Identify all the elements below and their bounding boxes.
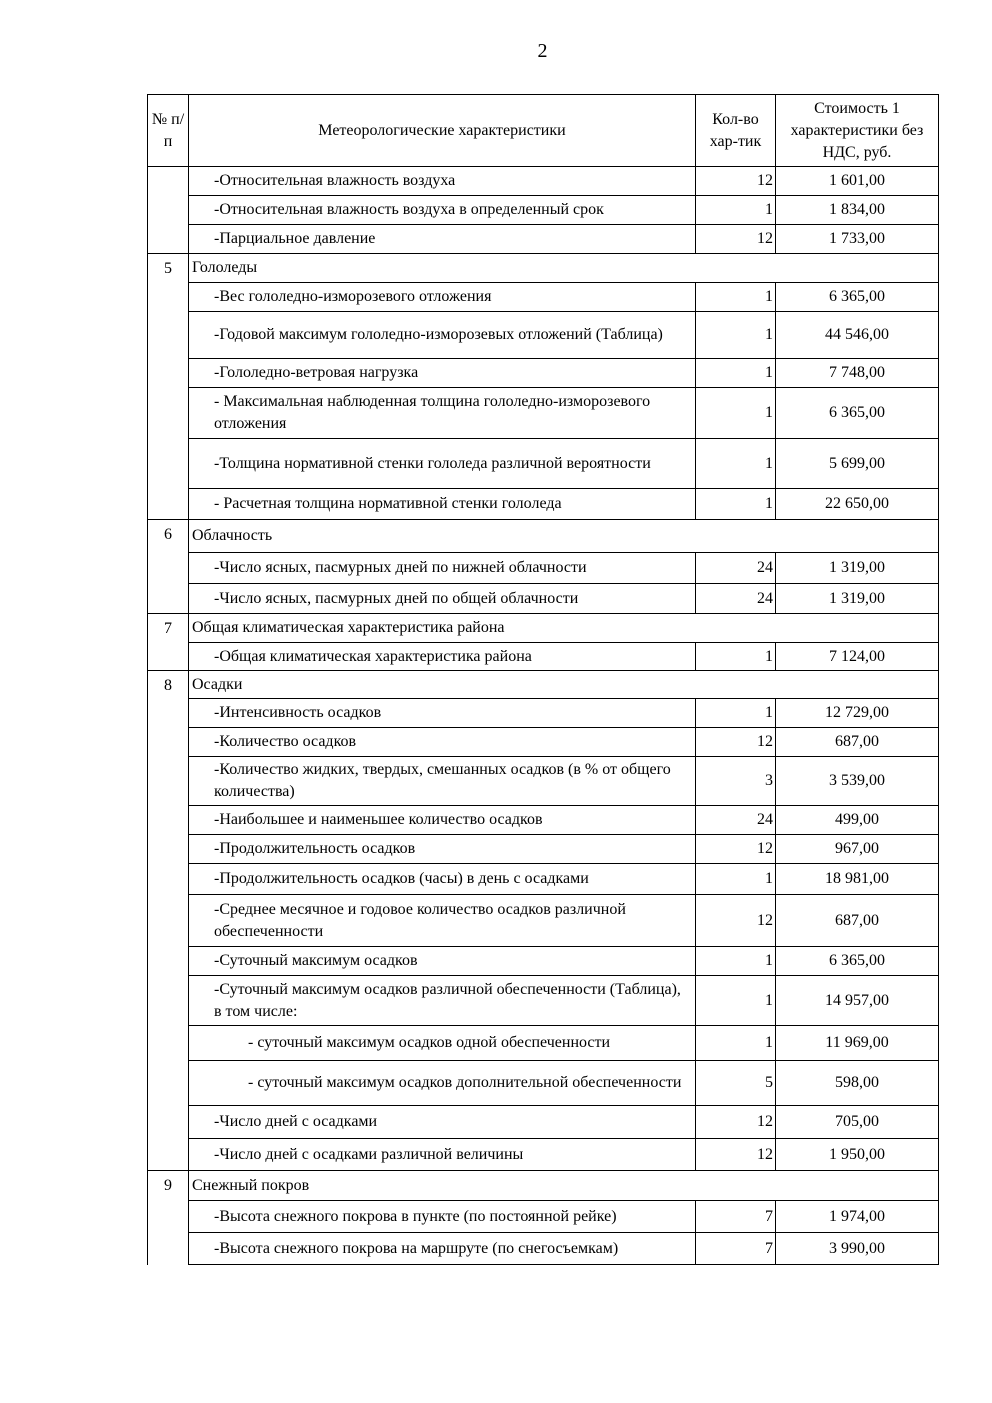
table-row [148, 167, 939, 196]
table-row [148, 489, 939, 520]
characteristic-cost: 687,00 [776, 895, 939, 947]
category-title: Общая климатическая характеристика района [189, 614, 939, 643]
characteristic-count: 1 [696, 1026, 776, 1061]
table-row [148, 806, 939, 835]
characteristic-cost: 12 729,00 [776, 699, 939, 728]
characteristic-count: 1 [696, 359, 776, 388]
characteristic-count: 1 [696, 312, 776, 359]
section-number: 6 [148, 520, 189, 614]
table-row [148, 947, 939, 976]
table-row [148, 1139, 939, 1171]
table-row [148, 225, 939, 254]
characteristic-name: -Интенсивность осадков [189, 699, 696, 728]
characteristic-cost: 598,00 [776, 1061, 939, 1106]
header-num: № п/п [148, 95, 189, 167]
table-row [148, 1106, 939, 1139]
table-row [148, 1026, 939, 1061]
characteristic-cost: 1 950,00 [776, 1139, 939, 1171]
section-number: 7 [148, 614, 189, 671]
characteristic-name: -Вес гололедно-изморозевого отложения [189, 283, 696, 312]
category-title: Осадки [189, 671, 939, 699]
characteristic-cost: 5 699,00 [776, 439, 939, 489]
characteristic-count: 1 [696, 196, 776, 225]
characteristic-cost: 22 650,00 [776, 489, 939, 520]
characteristic-name: -Число дней с осадками [189, 1106, 696, 1139]
characteristic-cost: 6 365,00 [776, 947, 939, 976]
characteristic-name: -Продолжительность осадков [189, 835, 696, 864]
table-row [148, 1061, 939, 1106]
section-number: 9 [148, 1171, 189, 1265]
characteristic-count: 1 [696, 388, 776, 439]
table-body [148, 95, 939, 1265]
section-number: 8 [148, 671, 189, 1171]
category-row [148, 520, 939, 553]
characteristic-count: 12 [696, 225, 776, 254]
characteristic-cost: 18 981,00 [776, 864, 939, 895]
section-number [148, 167, 189, 254]
table-row [148, 196, 939, 225]
section-number: 5 [148, 254, 189, 520]
characteristic-count: 3 [696, 757, 776, 806]
characteristic-cost: 1 733,00 [776, 225, 939, 254]
characteristic-count: 1 [696, 947, 776, 976]
characteristic-count: 24 [696, 553, 776, 584]
characteristic-count: 1 [696, 439, 776, 489]
category-row [148, 671, 939, 699]
category-title: Гололеды [189, 254, 939, 283]
table-row [148, 864, 939, 895]
characteristic-cost: 967,00 [776, 835, 939, 864]
table-row [148, 757, 939, 806]
characteristic-count: 1 [696, 643, 776, 671]
characteristic-name: -Относительная влажность воздуха в определенный срок [189, 196, 696, 225]
characteristic-name: -Суточный максимум осадков различной обеспеченности (Таблица), в том числе: [189, 976, 696, 1026]
characteristic-name: -Толщина нормативной стенки гололеда различной вероятности [189, 439, 696, 489]
characteristic-name: -Парциальное давление [189, 225, 696, 254]
characteristic-name: -Высота снежного покрова на маршруте (по снегосъемкам) [189, 1233, 696, 1265]
category-row [148, 614, 939, 643]
characteristic-cost: 1 974,00 [776, 1201, 939, 1233]
category-row [148, 254, 939, 283]
characteristic-name: -Число дней с осадками различной величины [189, 1139, 696, 1171]
characteristic-name: -Число ясных, пасмурных дней по нижней облачности [189, 553, 696, 584]
characteristic-count: 7 [696, 1233, 776, 1265]
header-cost: Стоимость 1 характеристики без НДС, руб. [776, 95, 939, 167]
characteristic-cost: 1 601,00 [776, 167, 939, 196]
characteristic-cost: 14 957,00 [776, 976, 939, 1026]
characteristic-count: 12 [696, 1139, 776, 1171]
table-row [148, 699, 939, 728]
table-row [148, 439, 939, 489]
characteristic-cost: 3 990,00 [776, 1233, 939, 1265]
characteristic-cost: 3 539,00 [776, 757, 939, 806]
characteristic-name: -Годовой максимум гололедно-изморозевых отложений (Таблица) [189, 312, 696, 359]
characteristic-count: 12 [696, 1106, 776, 1139]
characteristic-cost: 44 546,00 [776, 312, 939, 359]
table-row [148, 312, 939, 359]
characteristic-count: 1 [696, 699, 776, 728]
characteristic-cost: 499,00 [776, 806, 939, 835]
characteristic-name: -Общая климатическая характеристика района [189, 643, 696, 671]
characteristic-name: -Количество жидких, твердых, смешанных осадков (в % от общего количества) [189, 757, 696, 806]
table-header-row [148, 95, 939, 167]
characteristic-name: -Гололедно-ветровая нагрузка [189, 359, 696, 388]
characteristic-cost: 6 365,00 [776, 388, 939, 439]
table-row [148, 584, 939, 614]
characteristic-name: -Количество осадков [189, 728, 696, 757]
characteristic-count: 7 [696, 1201, 776, 1233]
characteristic-name: -Высота снежного покрова в пункте (по постоянной рейке) [189, 1201, 696, 1233]
characteristic-count: 1 [696, 864, 776, 895]
header-name: Метеорологические характеристики [189, 95, 696, 167]
characteristic-count: 1 [696, 976, 776, 1026]
characteristic-cost: 7 124,00 [776, 643, 939, 671]
characteristic-cost: 1 834,00 [776, 196, 939, 225]
characteristic-cost: 705,00 [776, 1106, 939, 1139]
characteristic-cost: 1 319,00 [776, 553, 939, 584]
table-row [148, 553, 939, 584]
characteristic-count: 5 [696, 1061, 776, 1106]
characteristic-cost: 7 748,00 [776, 359, 939, 388]
table-row [148, 1233, 939, 1265]
table-row [148, 388, 939, 439]
characteristic-name: -Среднее месячное и годовое количество осадков различной обеспеченности [189, 895, 696, 947]
characteristic-name: - Максимальная наблюденная толщина гололедно-изморозевого отложения [189, 388, 696, 439]
characteristic-cost: 11 969,00 [776, 1026, 939, 1061]
characteristic-count: 12 [696, 895, 776, 947]
characteristic-count: 12 [696, 167, 776, 196]
table-row [148, 835, 939, 864]
characteristic-name: -Суточный максимум осадков [189, 947, 696, 976]
page-number: 2 [537, 40, 548, 62]
characteristic-name: -Относительная влажность воздуха [189, 167, 696, 196]
table-row [148, 1201, 939, 1233]
characteristic-name: - суточный максимум осадков дополнительной обеспеченности [189, 1061, 696, 1106]
characteristic-cost: 6 365,00 [776, 283, 939, 312]
table-row [148, 283, 939, 312]
table-row [148, 895, 939, 947]
characteristic-name: - суточный максимум осадков одной обеспеченности [189, 1026, 696, 1061]
characteristic-name: -Число ясных, пасмурных дней по общей облачности [189, 584, 696, 614]
header-count: Кол-во хар-тик [696, 95, 776, 167]
characteristic-count: 24 [696, 584, 776, 614]
table-row [148, 976, 939, 1026]
table-row [148, 728, 939, 757]
characteristic-name: -Продолжительность осадков (часы) в день с осадками [189, 864, 696, 895]
characteristic-count: 1 [696, 283, 776, 312]
characteristic-count: 24 [696, 806, 776, 835]
characteristic-count: 12 [696, 835, 776, 864]
price-table [147, 94, 939, 1265]
category-title: Облачность [189, 520, 939, 553]
category-title: Снежный покров [189, 1171, 939, 1201]
characteristic-cost: 687,00 [776, 728, 939, 757]
table-row [148, 359, 939, 388]
characteristic-count: 12 [696, 728, 776, 757]
table-row [148, 643, 939, 671]
characteristic-name: -Наибольшее и наименьшее количество осадков [189, 806, 696, 835]
category-row [148, 1171, 939, 1201]
characteristic-count: 1 [696, 489, 776, 520]
characteristic-name: - Расчетная толщина нормативной стенки гололеда [189, 489, 696, 520]
characteristic-cost: 1 319,00 [776, 584, 939, 614]
